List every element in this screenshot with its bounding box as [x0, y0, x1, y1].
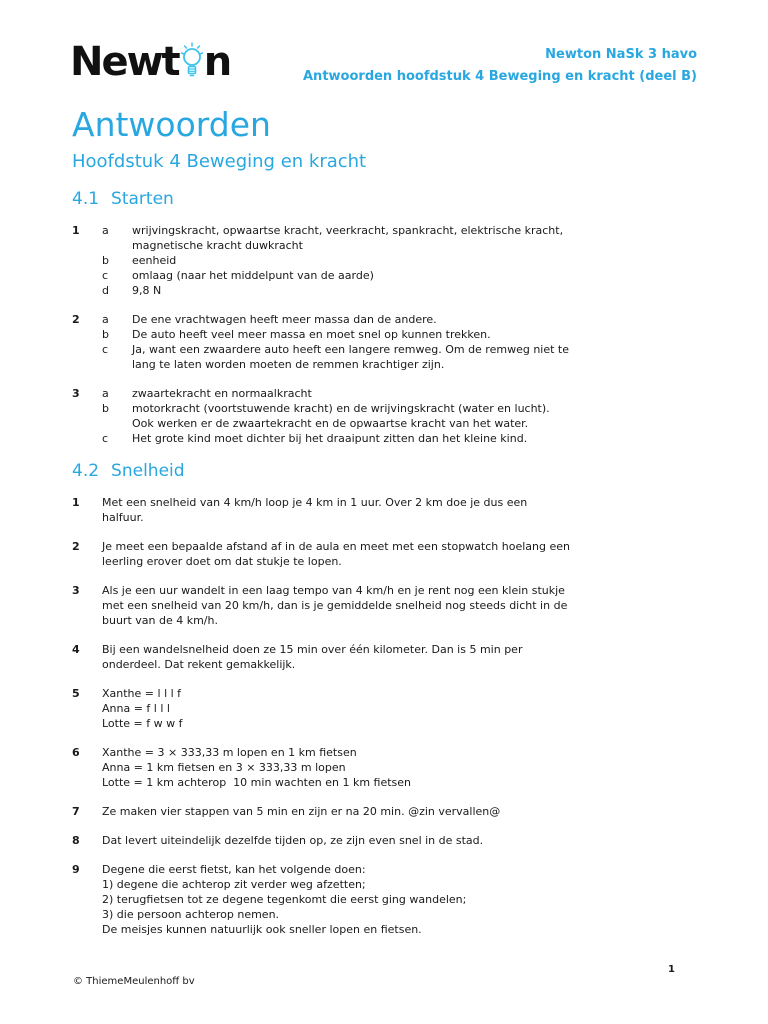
header-course: Newton NaSk 3 havo — [545, 47, 697, 62]
answer-lines — [102, 495, 718, 525]
answer-body — [102, 386, 718, 446]
answer-number: 2 — [72, 540, 80, 553]
page-title: Antwoorden — [72, 105, 271, 144]
answer-item — [72, 583, 718, 628]
answer-body — [102, 686, 718, 731]
answer-line: 3) die persoon achterop nemen. — [102, 908, 280, 921]
answer-line: onderdeel. Dat rekent gemakkelijk. — [102, 658, 296, 671]
answer-part — [102, 312, 718, 327]
answer-number: 8 — [72, 834, 80, 847]
answer-line: Ook werken er de zwaartekracht en de opwaartse kracht van het water. — [132, 417, 529, 430]
answer-number: 7 — [72, 805, 80, 818]
answer-lines — [132, 283, 718, 298]
answer-number: 5 — [72, 687, 80, 700]
answer-body — [102, 642, 718, 672]
answer-line: De auto heeft veel meer massa en moet snel op kunnen trekken. — [132, 328, 491, 341]
answer-part — [102, 283, 718, 298]
answer-letter: a — [102, 313, 109, 326]
answer-body — [102, 312, 718, 372]
answer-body — [102, 862, 718, 937]
answer-line: eenheid — [132, 254, 177, 267]
answer-number: 4 — [72, 643, 80, 656]
main-content — [72, 106, 718, 937]
answer-item — [72, 745, 718, 790]
answer-body — [102, 539, 718, 569]
answer-line: Met een snelheid van 4 km/h loop je 4 km in 1 uur. Over 2 km doe je dus een — [102, 496, 528, 509]
answer-line: 9,8 N — [132, 284, 162, 297]
answer-number: 9 — [72, 863, 80, 876]
answer-lines — [132, 401, 718, 431]
answer-number: 6 — [72, 746, 80, 759]
answer-line: Lotte = 1 km achterop 10 min wachten en 1 km fietsen — [102, 776, 412, 789]
answer-body — [102, 223, 718, 298]
answer-part — [102, 401, 718, 431]
answer-lines — [132, 431, 718, 446]
answer-line: Anna = f l l l — [102, 702, 170, 715]
answer-line: Als je een uur wandelt in een laag tempo van 4 km/h en je rent nog een klein stukje — [102, 584, 565, 597]
answer-line: Xanthe = 3 × 333,33 m lopen en 1 km fietsen — [102, 746, 357, 759]
section-heading — [72, 461, 718, 481]
answer-line: wrijvingskracht, opwaartse kracht, veerkracht, spankracht, elektrische kracht, — [132, 224, 564, 237]
logo-text-suffix: n — [203, 39, 231, 85]
answer-line: 1) degene die achterop zit verder weg afzetten; — [102, 878, 366, 891]
answer-part — [102, 223, 718, 253]
answer-body — [102, 745, 718, 790]
answer-line: Ja, want een zwaardere auto heeft een langere remweg. Om de remweg niet te — [132, 343, 570, 356]
answer-lines — [132, 312, 718, 327]
answer-lines — [132, 327, 718, 342]
answer-item — [72, 539, 718, 569]
answer-line: Degene die eerst fietst, kan het volgende doen: — [102, 863, 366, 876]
answer-letter: c — [102, 432, 109, 445]
answer-line: Je meet een bepaalde afstand af in de aula en meet met een stopwatch hoelang een — [102, 540, 570, 553]
answer-item — [72, 804, 718, 819]
answer-number: 1 — [72, 224, 80, 237]
answer-lines — [102, 642, 718, 672]
answer-lines — [102, 539, 718, 569]
answer-item — [72, 386, 718, 446]
answer-item — [72, 223, 718, 298]
answer-part — [102, 386, 718, 401]
section-heading — [72, 189, 718, 209]
section-title: Snelheid — [111, 461, 185, 481]
answer-part — [102, 327, 718, 342]
lightbulb-icon — [179, 41, 205, 83]
answer-line: 2) terugfietsen tot ze degene tegenkomt die eerst ging wandelen; — [102, 893, 467, 906]
answer-lines — [102, 583, 718, 628]
answer-line: Ze maken vier stappen van 5 min en zijn er na 20 min. @zin vervallen@ — [102, 805, 501, 818]
answer-lines — [102, 862, 718, 937]
header-subtitle: Antwoorden hoofdstuk 4 Beweging en kracht (deel B) — [303, 69, 697, 84]
answer-letter: b — [102, 254, 109, 267]
answer-body — [102, 495, 718, 525]
answer-line: Dat levert uiteindelijk dezelfde tijden op, ze zijn even snel in de stad. — [102, 834, 484, 847]
answer-item — [72, 833, 718, 848]
answer-letter: b — [102, 328, 109, 341]
answer-number: 1 — [72, 496, 80, 509]
answer-line: Anna = 1 km fietsen en 3 × 333,33 m lopen — [102, 761, 346, 774]
answer-line: Xanthe = l l l f — [102, 687, 182, 700]
answer-line: Bij een wandelsnelheid doen ze 15 min over één kilometer. Dan is 5 min per — [102, 643, 523, 656]
answer-letter: c — [102, 343, 109, 356]
header-meta — [303, 44, 697, 88]
answer-item — [72, 312, 718, 372]
answer-part — [102, 342, 718, 372]
answer-letter: d — [102, 284, 109, 297]
chapter-heading: Hoofdstuk 4 Beweging en kracht — [72, 151, 367, 172]
answer-line: met een snelheid van 20 km/h, dan is je gemiddelde snelheid nog steeds dicht in de — [102, 599, 568, 612]
answer-lines — [102, 804, 718, 819]
answer-lines — [132, 268, 718, 283]
answer-item — [72, 686, 718, 731]
answer-body — [102, 804, 718, 819]
answer-lines — [132, 253, 718, 268]
sections-container — [72, 189, 718, 937]
answer-line: De meisjes kunnen natuurlijk ook sneller lopen en fietsen. — [102, 923, 422, 936]
page-number: 1 — [668, 964, 675, 975]
answer-lines — [102, 686, 718, 731]
answer-line: lang te laten worden moeten de remmen krachtiger zijn. — [132, 358, 445, 371]
answer-letter: c — [102, 269, 109, 282]
answer-letter: a — [102, 224, 109, 237]
answer-number: 3 — [72, 584, 80, 597]
answer-letter: a — [102, 387, 109, 400]
answer-lines — [132, 386, 718, 401]
answer-line: omlaag (naar het middelpunt van de aarde) — [132, 269, 374, 282]
answer-line: halfuur. — [102, 511, 144, 524]
answer-line: motorkracht (voortstuwende kracht) en de wrijvingskracht (water en lucht). — [132, 402, 550, 415]
answer-lines — [102, 745, 718, 790]
answer-part — [102, 268, 718, 283]
section-number: 4.1 — [72, 189, 100, 209]
footer-copyright: © ThiemeMeulenhoff bv — [73, 976, 195, 987]
logo-text-prefix: Newt — [70, 39, 179, 85]
answer-line: leerling erover doet om dat stukje te lopen. — [102, 555, 342, 568]
answer-line: Lotte = f w w f — [102, 717, 183, 730]
answer-line: Het grote kind moet dichter bij het draaipunt zitten dan het kleine kind. — [132, 432, 528, 445]
answer-line: zwaartekracht en normaalkracht — [132, 387, 312, 400]
answer-item — [72, 862, 718, 937]
answer-part — [102, 253, 718, 268]
answer-number: 3 — [72, 387, 80, 400]
answer-number: 2 — [72, 313, 80, 326]
answer-line: magnetische kracht duwkracht — [132, 239, 303, 252]
answer-item — [72, 495, 718, 525]
answer-lines — [132, 223, 718, 253]
answer-lines — [102, 833, 718, 848]
answer-part — [102, 431, 718, 446]
answer-line: buurt van de 4 km/h. — [102, 614, 218, 627]
section-title: Starten — [111, 189, 174, 209]
answer-body — [102, 833, 718, 848]
answer-line: De ene vrachtwagen heeft meer massa dan de andere. — [132, 313, 437, 326]
answer-letter: b — [102, 402, 109, 415]
answer-lines — [132, 342, 718, 372]
answer-item — [72, 642, 718, 672]
newton-logo — [70, 40, 230, 84]
answer-body — [102, 583, 718, 628]
section-number: 4.2 — [72, 461, 100, 481]
